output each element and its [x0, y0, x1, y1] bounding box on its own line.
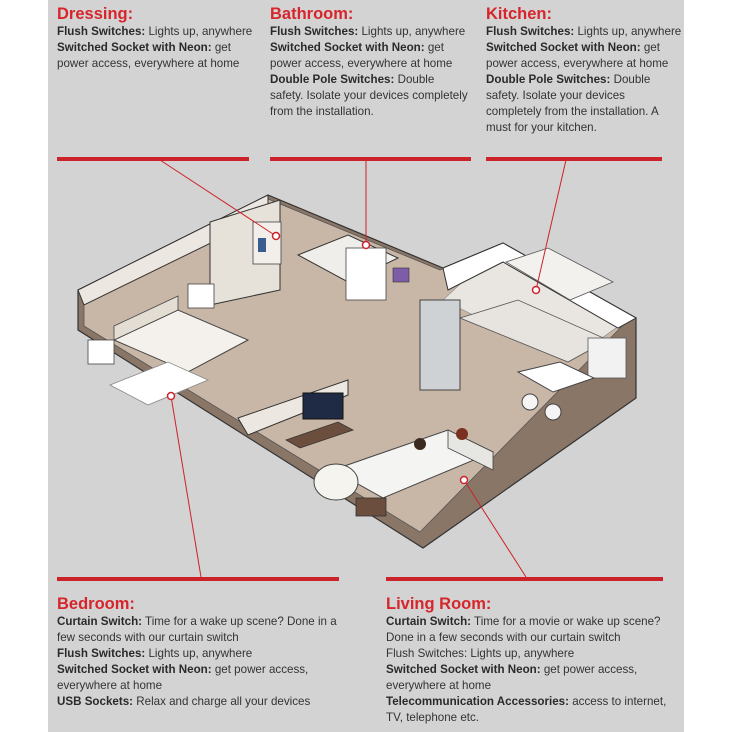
feature-text: Lights up, anywhere	[358, 25, 466, 38]
bedroom-dot	[168, 393, 175, 400]
washing-machine	[588, 338, 626, 378]
nightstand	[188, 284, 214, 308]
feature-text: Time for a movie or wake up scene? Done in a few seconds with our curtain switch	[386, 615, 661, 644]
bar-stool	[545, 404, 561, 420]
feature-text: get power access, everywhere at home	[486, 41, 669, 70]
feature-text: get power access, everywhere at home	[270, 41, 453, 70]
tv	[303, 393, 343, 419]
living-room-dot	[461, 477, 468, 484]
feature-label: Double Pole Switches:	[270, 73, 395, 86]
feature-text: Lights up, anywhere	[145, 25, 253, 38]
feature-text: Double safety. Isolate your devices completely from the installation.	[270, 73, 468, 118]
feature-text: get power access, everywhere at home	[57, 41, 240, 70]
feature-label: Curtain Switch:	[57, 615, 143, 628]
bathroom-mirror	[393, 268, 409, 282]
feature-text: Flush Switches: Lights up, anywhere	[386, 647, 575, 660]
feature-label: Switched Socket with Neon:	[270, 41, 425, 54]
wardrobe-clothes	[258, 238, 266, 252]
dressing-title: Dressing:	[57, 5, 134, 23]
wardrobe	[253, 222, 281, 264]
feature-text: Time for a wake up scene? Done in a few seconds with our curtain switch	[57, 615, 337, 644]
bar-stool	[522, 394, 538, 410]
feature-text: access to internet, TV, telephone etc.	[386, 695, 667, 724]
feature-label: Switched Socket with Neon:	[486, 41, 641, 54]
feature-text: get power access, everywhere at home	[386, 663, 638, 692]
feature-label: Switched Socket with Neon:	[386, 663, 541, 676]
bathroom-dot	[363, 242, 370, 249]
infographic-panel	[48, 0, 684, 732]
feature-label: Double Pole Switches:	[486, 73, 611, 86]
living-room-title: Living Room:	[386, 595, 492, 613]
feature-label: Flush Switches:	[270, 25, 359, 38]
nightstand	[88, 340, 114, 364]
feature-text: Lights up, anywhere	[145, 647, 253, 660]
feature-label: Telecommunication Accessories:	[386, 695, 569, 708]
feature-label: Flush Switches:	[486, 25, 575, 38]
person-head	[414, 438, 426, 450]
house-illustration	[48, 0, 684, 732]
kitchen-title: Kitchen:	[486, 5, 552, 23]
feature-text: get power access, everywhere at home	[57, 663, 309, 692]
feature-label: Switched Socket with Neon:	[57, 663, 212, 676]
feature-label: Curtain Switch:	[386, 615, 472, 628]
side-table	[356, 498, 386, 516]
feature-text: Double safety. Isolate your devices completely from the installation. A must for your kitchen.	[486, 73, 659, 134]
kitchen-dot	[533, 287, 540, 294]
feature-label: Flush Switches:	[57, 647, 146, 660]
bedroom-pointer	[171, 396, 201, 577]
fridge	[420, 300, 460, 390]
feature-label: Switched Socket with Neon:	[57, 41, 212, 54]
armchair	[314, 464, 358, 500]
bedroom-title: Bedroom:	[57, 595, 135, 613]
bathroom-title: Bathroom:	[270, 5, 354, 23]
dressing-dot	[273, 233, 280, 240]
feature-text: Lights up, anywhere	[574, 25, 682, 38]
feature-label: Flush Switches:	[57, 25, 146, 38]
feature-label: USB Sockets:	[57, 695, 134, 708]
feature-text: Relax and charge all your devices	[133, 695, 311, 708]
person-head	[456, 428, 468, 440]
shower	[346, 248, 386, 300]
